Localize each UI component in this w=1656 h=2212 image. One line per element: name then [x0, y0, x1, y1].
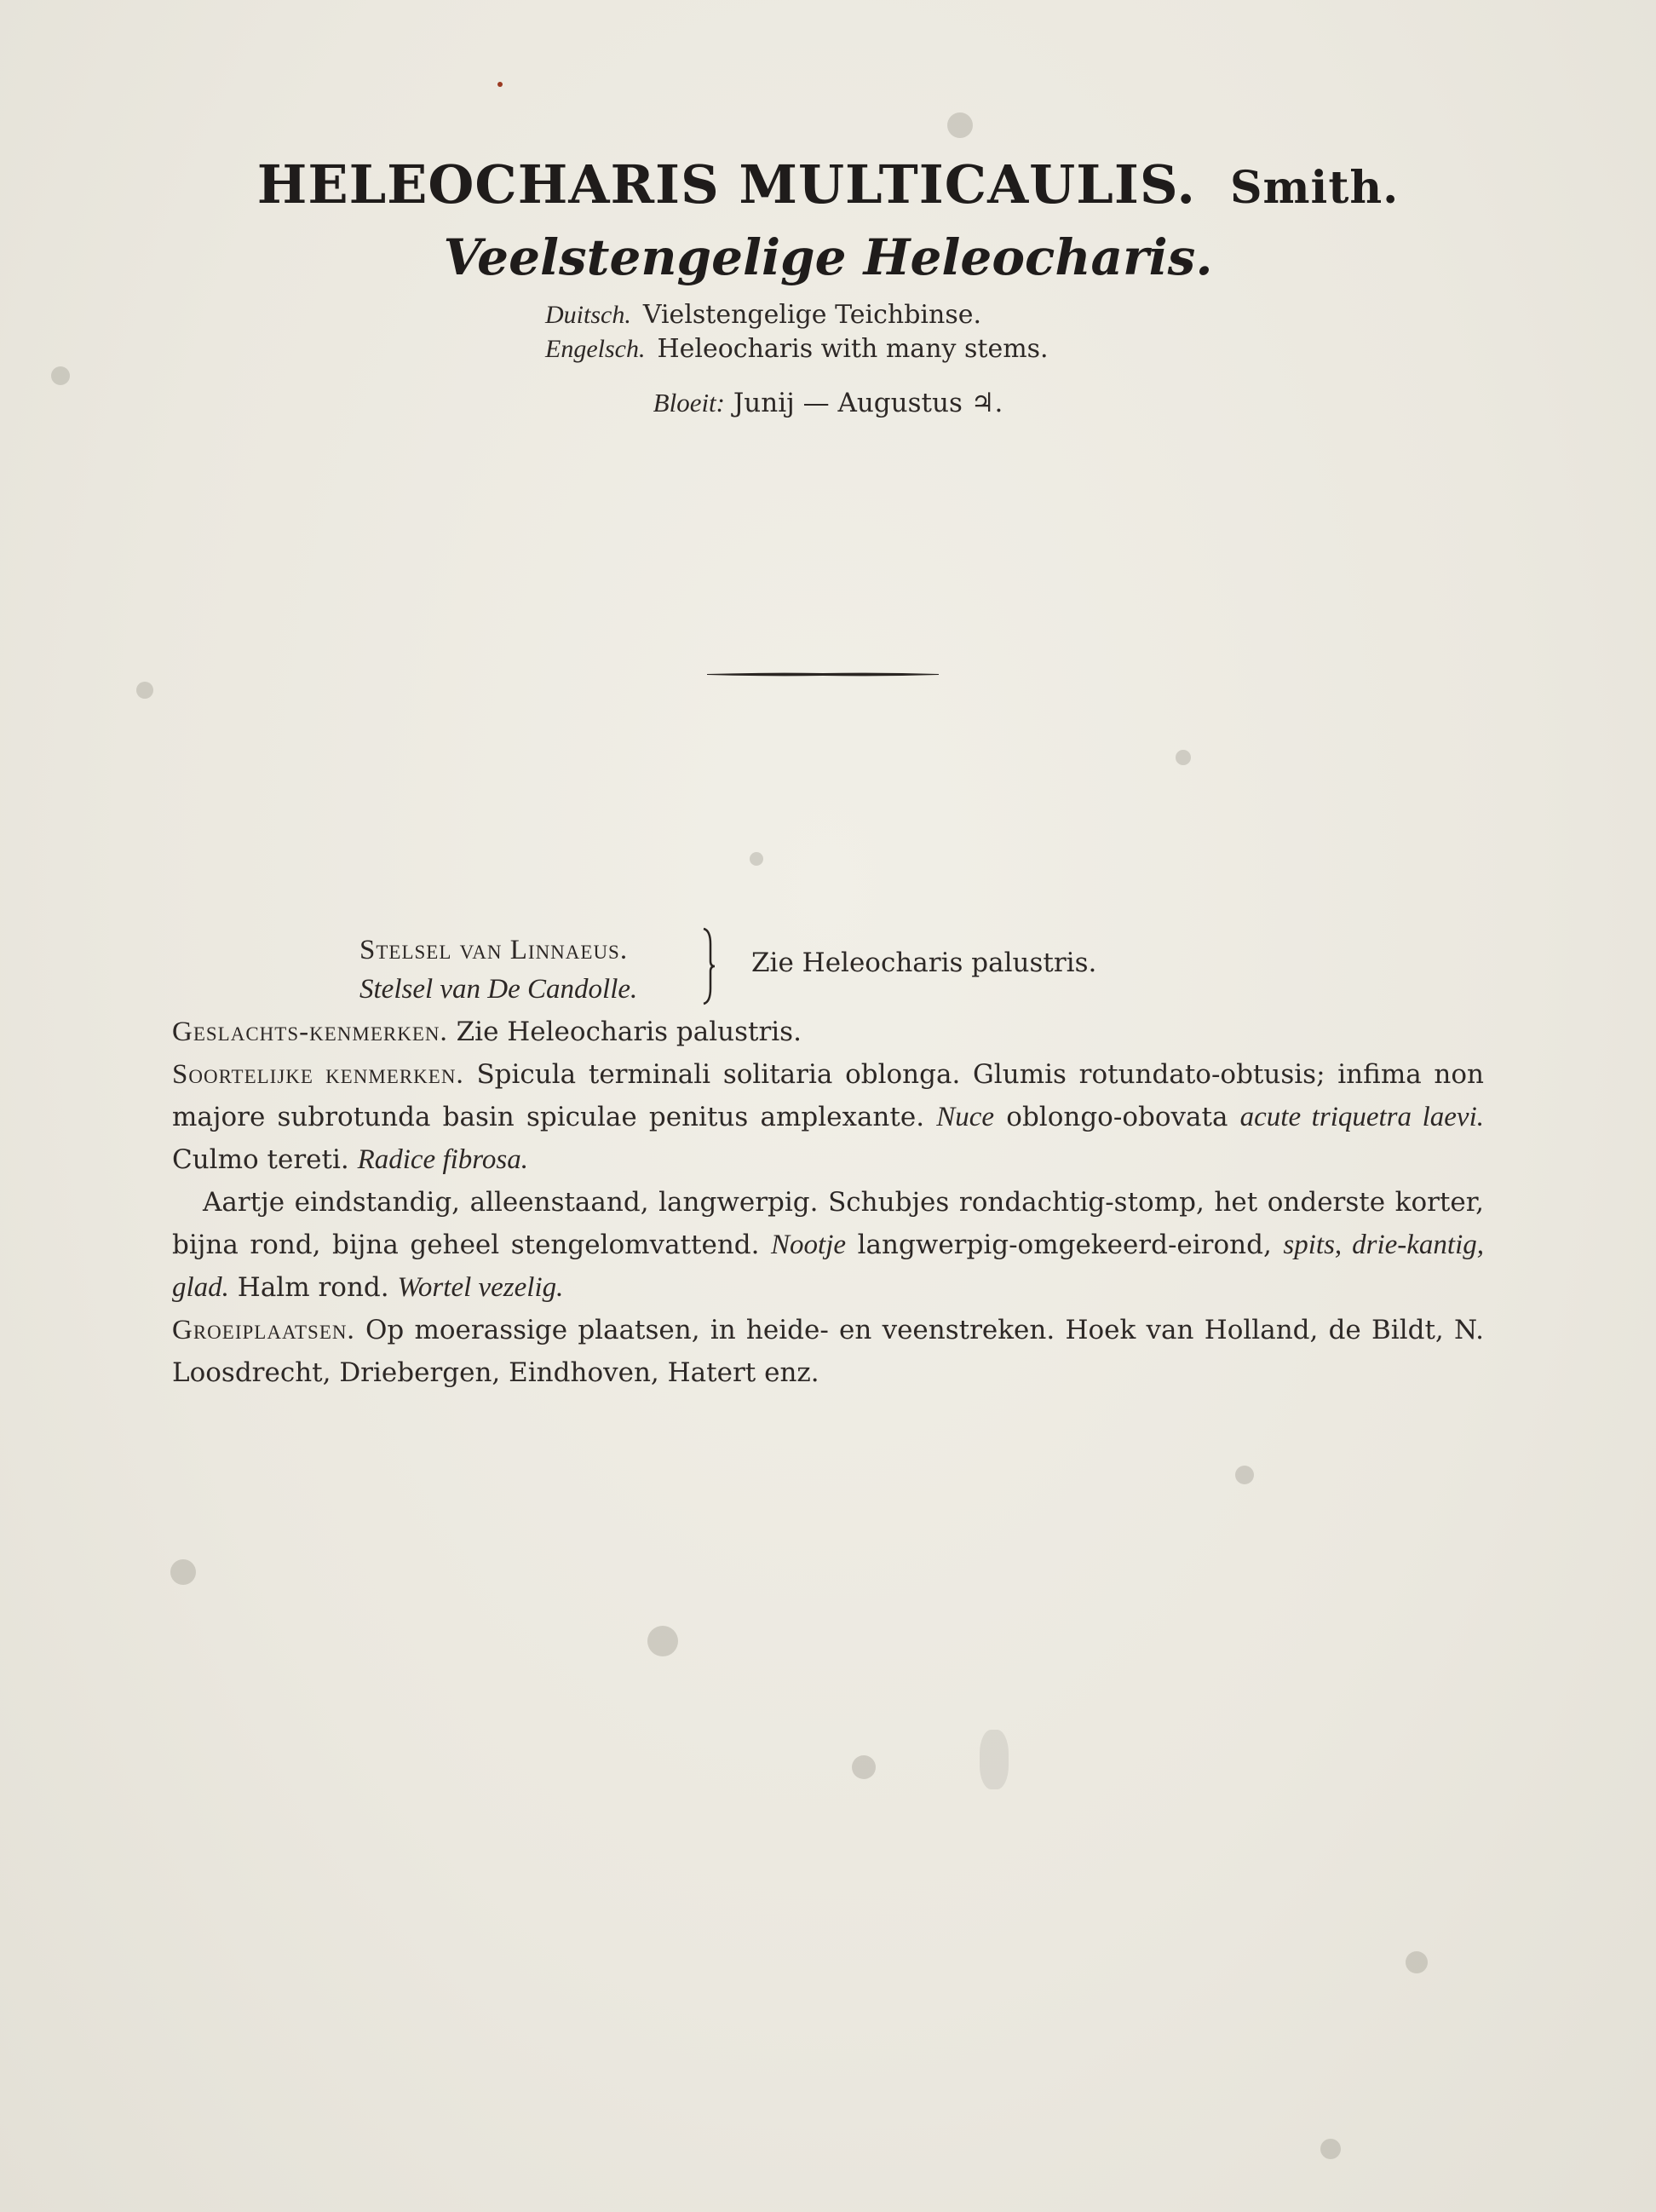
dutch-species-name: Veelstengelige Heleocharis. — [443, 228, 1213, 286]
habitat-label: Groeiplaatsen. — [172, 1315, 355, 1345]
bloom-period — [0, 388, 1656, 418]
paper-stain — [1176, 750, 1191, 765]
species-italic: Radice fibrosa. — [357, 1144, 528, 1175]
vernacular-names — [545, 298, 1049, 366]
paper-stain — [852, 1755, 876, 1779]
german-label: Duitsch. — [545, 301, 631, 329]
paper-stain — [980, 1730, 1009, 1789]
description-body — [172, 1011, 1484, 1394]
dutch-text: Aartje eindstandig, alleenstaand, langwerpig. Schubjes rondachtig-stomp, het onderste korter, bijna rond, bijna geheel stengelomvattend. — [172, 1187, 1484, 1260]
habitat-paragraph — [172, 1309, 1484, 1394]
dutch-text: Halm rond. — [237, 1272, 389, 1303]
species-name: HELEOCHARIS MULTICAULIS. — [256, 153, 1196, 216]
habitat-text: Op moerassige plaatsen, in heide- en veenstreken. Hoek van Holland, de Bildt, N. Loosdrecht, Driebergen, Eindhoven, Hatert enz. — [172, 1315, 1484, 1388]
dutch-italic: spits, drie-kantig, glad. — [172, 1230, 1484, 1303]
linnaeus-system: Stelsel van Linnaeus. — [359, 935, 629, 965]
species-label: Soortelijke kenmerken. — [172, 1059, 464, 1090]
species-text: Culmo tereti. — [172, 1144, 349, 1175]
species-italic: Nuce — [936, 1102, 995, 1132]
classification-systems — [359, 930, 637, 1009]
paper-stain — [136, 682, 153, 699]
ornamental-divider — [707, 671, 939, 677]
paper-stain — [750, 852, 763, 866]
paper-stain — [170, 1559, 196, 1585]
dutch-italic: Nootje — [771, 1230, 847, 1260]
species-text: oblongo-obovata — [1006, 1102, 1228, 1132]
german-name-row — [545, 298, 1049, 332]
species-italic: acute triquetra laevi. — [1239, 1102, 1484, 1132]
species-paragraph — [172, 1053, 1484, 1181]
paper-stain — [1235, 1466, 1254, 1484]
paper-stain — [51, 366, 70, 385]
species-text: Spicula terminali solitaria oblonga. Glumis rotundato-obtusis; infima non majore subrotunda basin spiculae penitus amplexante. — [172, 1059, 1485, 1132]
brace-glyph — [700, 927, 717, 1005]
genus-paragraph — [172, 1011, 1484, 1053]
paper-stain — [947, 112, 973, 138]
ink-speck — [497, 82, 503, 87]
candolle-system: Stelsel van De Candolle. — [359, 974, 638, 1005]
classification-reference: Zie Heleocharis palustris. — [751, 948, 1097, 978]
english-label: Engelsch. — [545, 335, 646, 363]
dutch-text: langwerpig-omgekeerd-eirond, — [857, 1230, 1272, 1260]
bloom-label: Bloeit: — [653, 388, 725, 418]
species-author: Smith. — [1229, 162, 1400, 214]
paper-stain — [1406, 1951, 1428, 1973]
bloom-value: Junij — Augustus ♃. — [733, 388, 1003, 418]
english-name-row — [545, 332, 1049, 366]
paper-stain — [647, 1626, 678, 1656]
page-title — [0, 153, 1656, 216]
paper-stain — [1320, 2139, 1341, 2159]
german-value: Vielstengelige Teichbinse. — [642, 300, 982, 330]
genus-label: Geslachts-kenmerken. — [172, 1017, 448, 1047]
dutch-description-paragraph — [172, 1181, 1484, 1309]
dutch-italic: Wortel vezelig. — [397, 1272, 564, 1303]
english-value: Heleocharis with many stems. — [657, 334, 1049, 364]
genus-text: Zie Heleocharis palustris. — [456, 1017, 802, 1047]
